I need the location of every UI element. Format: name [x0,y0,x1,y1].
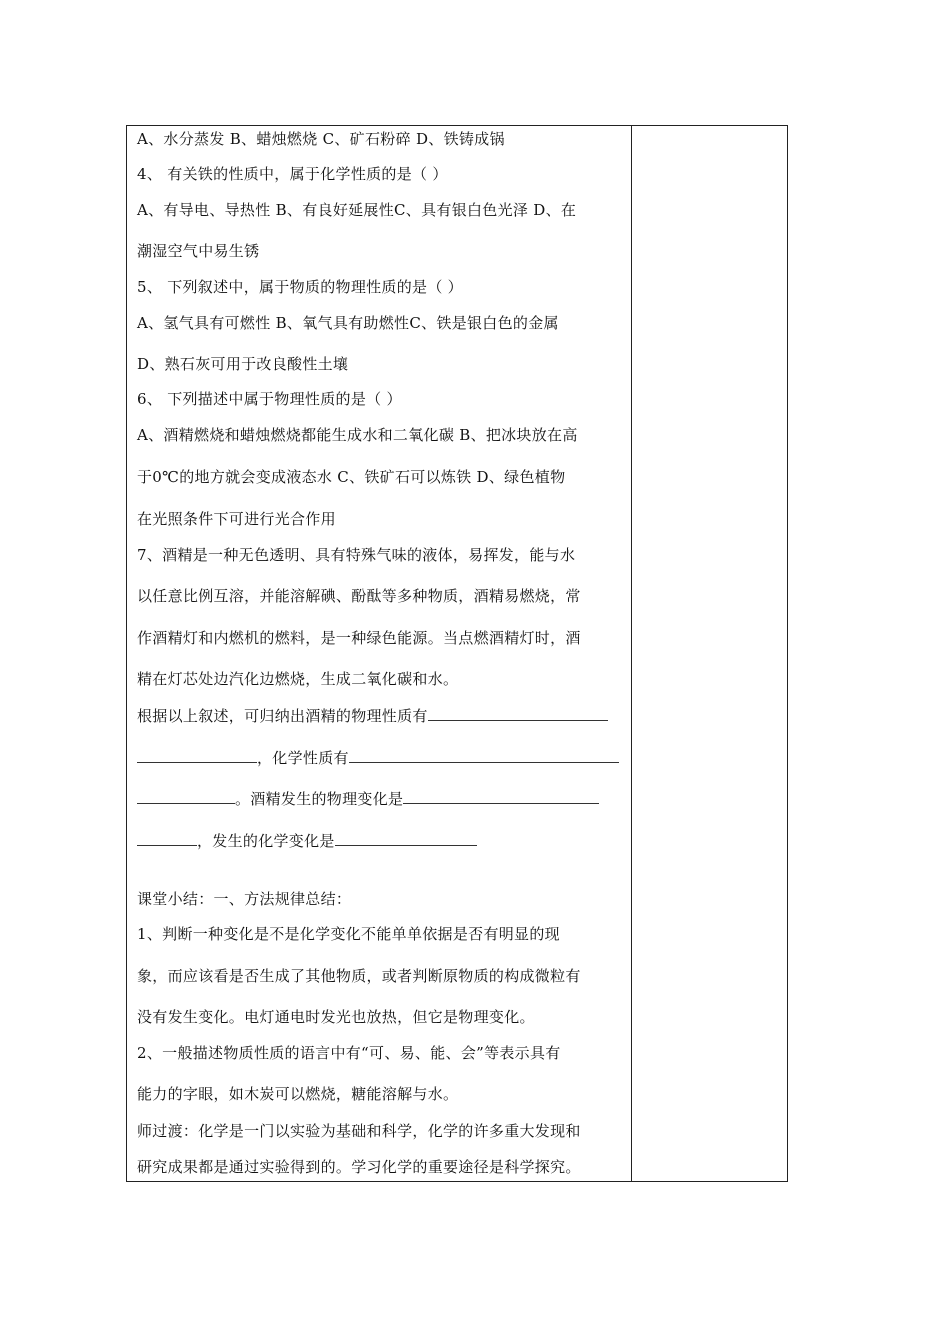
answer-blank-physical-2[interactable] [137,748,257,763]
answer-blank-physical-1[interactable] [428,706,608,721]
q6-options-line-2: 于0℃的地方就会变成液态水 C、铁矿石可以炼铁 D、绿色植物 [137,468,566,486]
fill-in-line-4 [137,831,477,851]
fill-in-label-4: ，发生的化学变化是 [197,832,335,850]
q3-options-line: A、水分蒸发 B、蜡烛燃烧 C、矿石粉碎 D、铁铸成锅 [137,130,505,148]
answer-blank-physical-change-2[interactable] [137,831,197,846]
q5-options-line-2: D、熟石灰可用于改良酸性土壤 [137,355,349,373]
q7-line-4: 精在灯芯处边汽化边燃烧，生成二氧化碳和水。 [137,670,459,688]
q4-options-line-2: 潮湿空气中易生锈 [137,242,260,260]
summary-point-1-line-1: 1、判断一种变化是不是化学变化不能单单依据是否有明显的现 [137,925,560,943]
summary-point-2-line-1: 2、一般描述物质性质的语言中有“可、易、能、会”等表示具有 [137,1044,561,1062]
answer-blank-chemical-2[interactable] [137,789,235,804]
q4-stem: 4、 有关铁的性质中，属于化学性质的是（ ） [137,165,448,183]
fill-in-label-2: ，化学性质有 [257,749,349,767]
q7-line-1: 7、酒精是一种无色透明、具有特殊气味的液体，易挥发，能与水 [137,546,576,564]
summary-heading: 课堂小结：一、方法规律总结： [137,890,352,908]
summary-point-2-line-2: 能力的字眼，如木炭可以燃烧，糖能溶解与水。 [137,1085,459,1103]
fill-in-line-2 [137,748,619,768]
summary-point-1-line-2: 象，而应该看是否生成了其他物质，或者判断原物质的构成微粒有 [137,967,581,985]
q6-options-line-1: A、酒精燃烧和蜡烛燃烧都能生成水和二氧化碳 B、把冰块放在高 [137,426,578,444]
summary-point-1-line-3: 没有发生变化。电灯通电时发光也放热，但它是物理变化。 [137,1008,535,1026]
column-divider [631,126,632,1181]
q6-options-line-3: 在光照条件下可进行光合作用 [137,510,336,528]
teacher-transition-line-2: 研究成果都是通过实验得到的。学习化学的重要途径是科学探究。 [137,1158,581,1176]
fill-in-line-3 [137,789,599,809]
q4-options-line-1: A、有导电、导热性 B、有良好延展性C、具有银白色光泽 D、在 [137,201,577,219]
q5-stem: 5、 下列叙述中，属于物质的物理性质的是（ ） [137,278,463,296]
fill-in-line-1 [137,706,608,726]
q5-options-line-1: A、氢气具有可燃性 B、氧气具有助燃性C、铁是银白色的金属 [137,314,559,332]
fill-in-label-1: 根据以上叙述，可归纳出酒精的物理性质有 [137,707,428,725]
answer-blank-chemical-change[interactable] [335,831,477,846]
q7-line-3: 作酒精灯和内燃机的燃料，是一种绿色能源。当点燃酒精灯时，酒 [137,629,581,647]
teacher-transition-line-1: 师过渡：化学是一门以实验为基础和科学，化学的许多重大发现和 [137,1122,581,1140]
fill-in-label-3: 。酒精发生的物理变化是 [235,790,404,808]
lesson-table [126,125,788,1182]
q6-stem: 6、 下列描述中属于物理性质的是（ ） [137,390,402,408]
answer-blank-physical-change-1[interactable] [403,789,599,804]
q7-line-2: 以任意比例互溶，并能溶解碘、酚酞等多种物质，酒精易燃烧，常 [137,587,581,605]
answer-blank-chemical-1[interactable] [349,748,619,763]
